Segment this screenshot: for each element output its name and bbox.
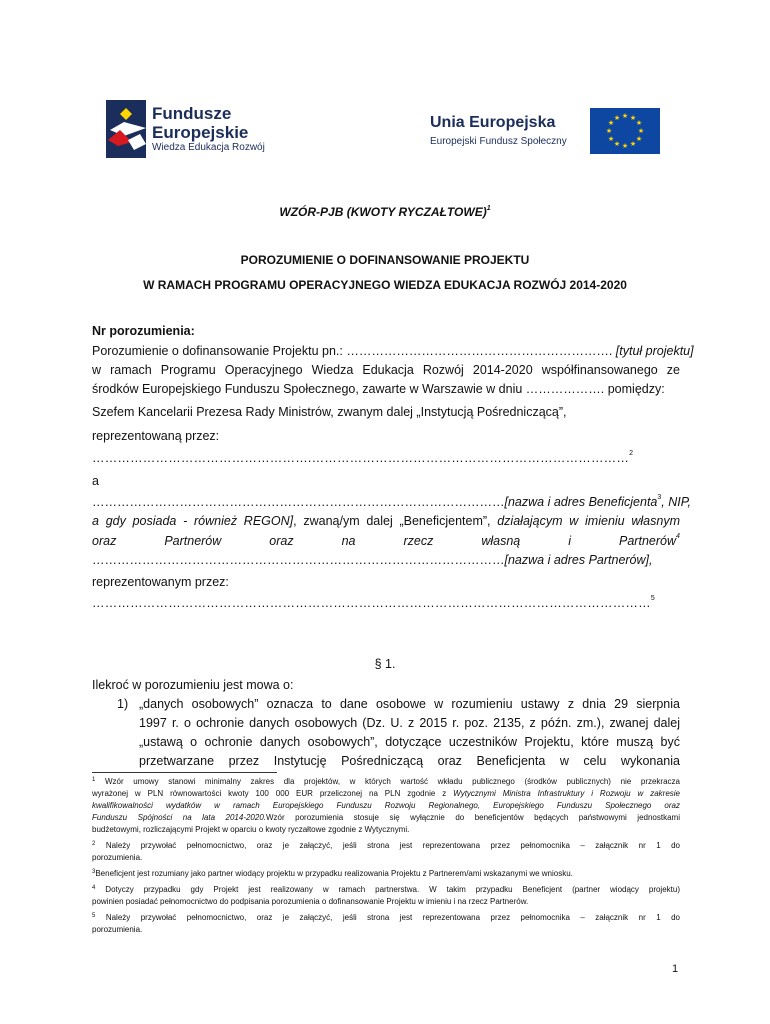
footnote-5-ref: 5	[92, 913, 96, 919]
conjunction-a: a	[92, 474, 99, 488]
item-1-line2: 1997 r. o ochronie danych osobowych (Dz. U. z 2015 r. poz. 2135, z późn. zm.), zwanej dalej	[139, 716, 680, 730]
project-title-placeholder: [tytuł projektu]	[615, 344, 694, 358]
intro-line3: środków Europejskiego Funduszu Społecznego, zawarte w Warszawie w dniu ………………. pomiędzy:	[92, 382, 665, 396]
footnote-ref-1: 1	[486, 205, 491, 212]
dots-1: …………………………………………….…………………………………………………………………	[92, 451, 630, 465]
intro-line2: w ramach Programu Operacyjnego Wiedza Edukacja Rozwój 2014-2020 współfinansowanego ze	[92, 363, 680, 377]
ue-subtitle: Europejski Fundusz Społeczny	[430, 136, 567, 147]
beneficiary-line1	[92, 494, 691, 510]
item-1-line3: „ustawą o ochronie danych osobowych”, dotyczące uczestników Projektu, które muszą być	[139, 735, 680, 749]
word-wlasna: własną	[481, 534, 521, 548]
footnote-5-line2: porozumienia.	[92, 925, 143, 934]
word-rzecz: rzecz	[403, 534, 434, 548]
svg-text:★: ★	[635, 135, 643, 143]
representative-dots-1	[92, 450, 680, 466]
svg-text:★: ★	[607, 119, 615, 127]
footnote-ref-3: 3	[657, 494, 662, 501]
doc-type-text: WZÓR-PJB (KWOTY RYCZAŁTOWE)	[279, 205, 487, 219]
title-line1: POROZUMIENIE O DOFINANSOWANIE PROJEKTU	[240, 253, 530, 267]
svg-text:★: ★	[629, 114, 637, 122]
partners-placeholder: [nazwa i adres Partnerów],	[504, 553, 653, 567]
ue-title: Unia Europejska	[430, 114, 556, 131]
beneficiary-line2	[92, 513, 680, 529]
svg-text:★: ★	[613, 140, 621, 148]
fe-subtitle: Wiedza Edukacja Rozwój	[152, 142, 265, 153]
represented-by-label-2: reprezentowanym przez:	[92, 575, 229, 589]
beneficiary-placeholder: [nazwa i adres Beneficjenta	[504, 495, 658, 509]
svg-text:★: ★	[621, 112, 629, 120]
footnote-1-line2	[92, 788, 680, 800]
svg-text:★: ★	[607, 135, 615, 143]
fe-title-line2: Europejskie	[152, 123, 249, 142]
footnote-1-text4b: Wzór porozumienia stosuje się wyłącznie do beneficjentów będących państwowymi jednostkami	[266, 813, 680, 822]
svg-text:★: ★	[629, 140, 637, 148]
footnote-4-line1	[92, 884, 680, 896]
word-partnerow-2-text: Partnerów	[619, 534, 676, 548]
section-1-heading: § 1.	[374, 657, 396, 671]
footnote-1-text1: Wzór umowy stanowi minimalny zakres dla projektów, w których wartość wkładu publicznego (środków publicznych) nie przekracza	[104, 777, 680, 786]
fe-star-emblem-icon	[106, 100, 150, 160]
footnote-4-ref: 4	[92, 885, 96, 891]
svg-text:★: ★	[635, 119, 643, 127]
word-na: na	[341, 534, 356, 548]
regon-placeholder: a gdy posiada - również REGON]	[92, 514, 294, 528]
representative-dots-2	[92, 595, 680, 611]
party-institution: Szefem Kancelarii Prezesa Rady Ministrów, zwanym dalej „Instytucją Pośredniczącą”,	[92, 405, 567, 419]
title-line2: W RAMACH PROGRAMU OPERACYJNEGO WIEDZA EDUKACJA ROZWÓJ 2014-2020	[143, 278, 627, 292]
svg-text:★: ★	[605, 127, 613, 135]
item-1-line1: „danych osobowych” oznacza to dane osobowe w rozumieniu ustawy z dnia 29 sierpnia	[139, 697, 680, 711]
footnote-1-line1	[92, 776, 680, 788]
footnote-1-line4	[92, 812, 680, 824]
definitions-intro: Ilekroć w porozumieniu jest mowa o:	[92, 678, 294, 692]
beneficiary-dots: ………………………………………………………………………………………	[92, 495, 505, 509]
word-partnerow-1: Partnerów	[164, 534, 222, 548]
partners-line	[92, 533, 680, 549]
word-oraz-2: oraz	[269, 534, 294, 548]
footnote-2-line2: porozumienia.	[92, 853, 143, 862]
dots-2: ……………………………………………………………………………………………………………………	[92, 596, 651, 610]
svg-text:★: ★	[613, 114, 621, 122]
item-1-number: 1)	[117, 697, 129, 711]
doc-type	[0, 205, 770, 219]
nip-text: , NIP,	[661, 495, 691, 509]
footnote-ref-2: 2	[629, 450, 633, 457]
unia-europejska-logo	[430, 108, 662, 156]
footnote-1-text4a: Funduszu Spójności na lata 2014-2020.	[92, 813, 266, 822]
footnote-1-ref: 1	[92, 777, 96, 783]
footnote-1-text2b: Wytycznymi Ministra Infrastruktury i Rozwoju w zakresie	[453, 789, 680, 798]
footnote-5-line1	[92, 912, 680, 924]
acting-on-behalf: działającym w imieniu własnym	[497, 514, 680, 528]
footnote-1-line5: budżetowymi, rozliczającymi Projekt w oparciu o kwoty ryczałtowe zgodnie z Wytycznymi.	[92, 825, 410, 834]
footnote-ref-5: 5	[650, 595, 655, 602]
nr-porozumienia-label: Nr porozumienia:	[92, 324, 195, 338]
svg-text:★: ★	[621, 142, 629, 150]
word-i: i	[568, 534, 572, 548]
footnote-3-line1	[92, 868, 680, 880]
intro-line1-text: Porozumienie o dofinansowanie Projektu pn.: ……………………………………………………….	[92, 344, 613, 358]
footnote-4-text1: Dotyczy przypadku gdy Projekt jest realizowany w ramach partnerstwa. W takim przypadku Beneficjent (partner wiodący projektu)	[105, 885, 680, 894]
intro-line1	[92, 343, 694, 359]
fundusze-europejskie-logo	[106, 100, 296, 162]
footnote-2-text1: Należy przywołać pełnomocnictwo, oraz je załączyć, jeśli strona jest reprezentowana przez pełnomocnika – załącznik nr 1 do	[105, 841, 680, 850]
partners-dots: ………………………………………………………………………………………	[92, 553, 505, 567]
footnote-1-text2a: wyrażonej w PLN równowartości kwoty 100 000 EUR przeliczonej na PLN zgodnie z	[92, 789, 454, 798]
footnote-4-line2: powinien posiadać pełnomocnictwo do podpisania porozumienia o dofinansowanie Projektu w imieniu i na rzecz Partnerów.	[92, 897, 529, 906]
svg-text:★: ★	[637, 127, 645, 135]
fe-title-line1: Fundusze	[152, 104, 232, 123]
footnote-2-line1	[92, 840, 680, 852]
page-number: 1	[672, 963, 679, 975]
partners-dots-line	[92, 552, 680, 568]
footnote-3-ref: 3	[92, 869, 96, 875]
beneficiary-alias: , zwaną/ym dalej „Beneficjentem”,	[293, 514, 498, 528]
footnote-2-ref: 2	[92, 841, 96, 847]
footnote-1-line3: kwalifikowalności wydatków w ramach Europejskiego Funduszu Rozwoju Regionalnego, Europejskiego Funduszu Społecznego oraz	[92, 801, 680, 810]
eu-flag-icon	[590, 108, 660, 154]
footnote-separator	[92, 772, 277, 773]
item-1-line4: przetwarzane przez Instytucję Pośredniczącą oraz Beneficjenta w celu wykonania	[139, 754, 680, 768]
word-oraz-1: oraz	[92, 534, 117, 548]
word-partnerow-2	[619, 533, 680, 549]
represented-by-label-1: reprezentowaną przez:	[92, 429, 220, 443]
footnote-3-text1: Beneficjent jest rozumiany jako partner wiodący projektu w przypadku realizowania Projektu z Partnerem/ami wskazanymi we wniosku.	[95, 869, 573, 878]
footnote-5-text1: Należy przywołać pełnomocnictwo, oraz je załączyć, jeśli strona jest reprezentowana przez pełnomocnika – załącznik nr 1 do	[105, 913, 680, 922]
footnote-ref-4: 4	[676, 533, 680, 540]
